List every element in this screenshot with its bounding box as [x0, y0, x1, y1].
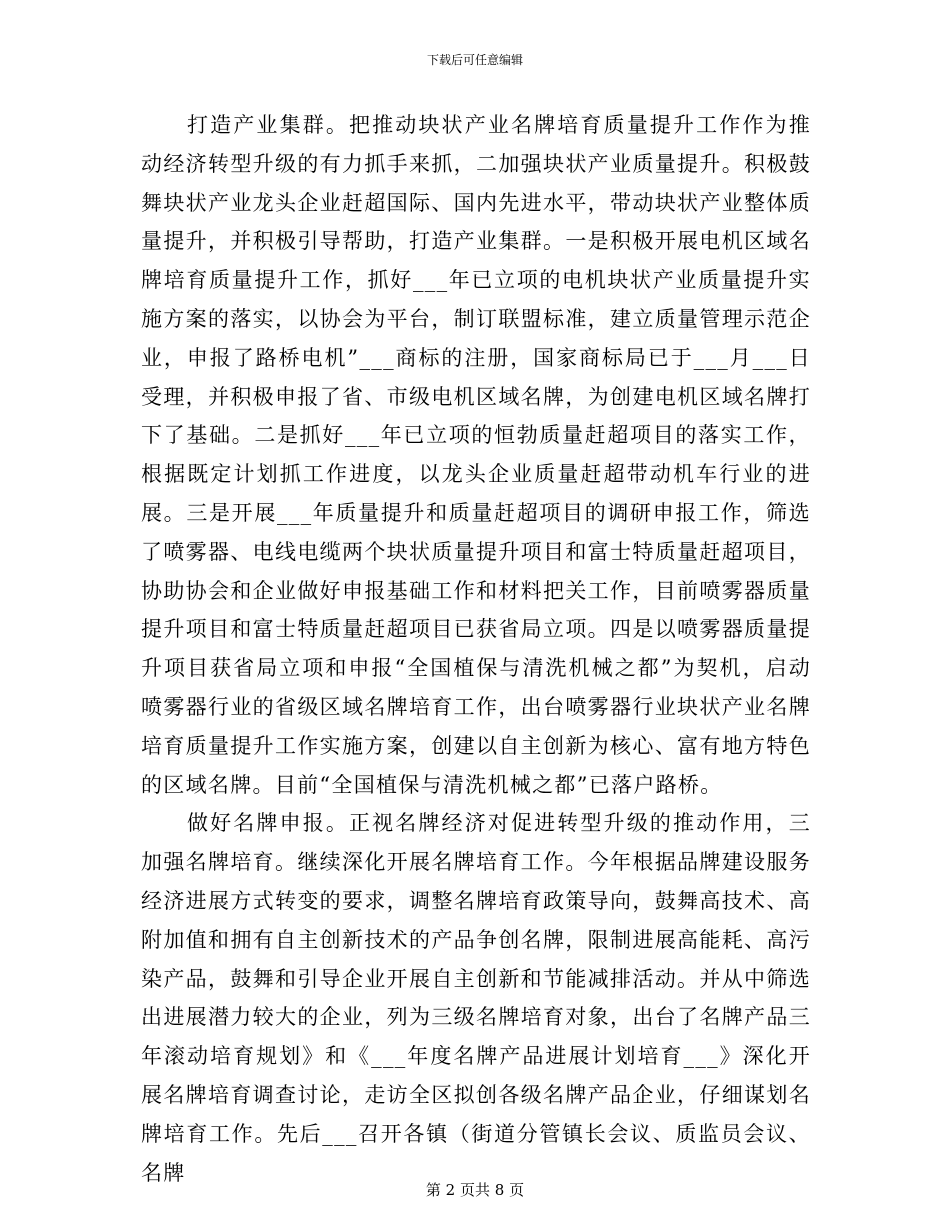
page-number: 第 2 页共 8 页: [425, 1181, 525, 1199]
page-header: 下载后可任意编辑: [426, 53, 523, 67]
paragraph-brand-cultivation: 做好名牌申报。正视名牌经济对促进转型升级的推动作用，三加强名牌培育。继续深化开展名牌培育工作。今年根据品牌建设服务经济进展方式转变的要求，调整名牌培育政策导向，鼓舞高技术、高附加值和拥有自主创新技术的产品争创名牌，限制进展高能耗、高污染产品，鼓舞和引导企业开展自主创新和节能减排活动。并从中筛选出进展潜力较大的企业，列为三级名牌培育对象，出台了名牌产品三年滚动培育规划》和《___年度名牌产品进展计划培育___》深化开展名牌培育调查讨论，走访全区拟创各级名牌产品企业，仔细谋划名牌培育工作。先后___召开各镇（街道分管镇长会议、质监员会议、名牌: [141, 811, 811, 1185]
document-body: [141, 106, 811, 1192]
paragraph-industry-cluster: 打造产业集群。把推动块状产业名牌培育质量提升工作作为推动经济转型升级的有力抓手来抓，二加强块状产业质量提升。积极鼓舞块状产业龙头企业赶超国际、国内先进水平，带动块状产业整体质量提升，并积极引导帮助，打造产业集群。一是积极开展电机区域名牌培育质量提升工作，抓好___年已立项的电机块状产业质量提升实施方案的落实，以协会为平台，制订联盟标准，建立质量管理示范企业，申报了路桥电机”___商标的注册，国家商标局已于___月___日受理，并积极申报了省、市级电机区域名牌，为创建电机区域名牌打下了基础。二是抓好___年已立项的恒勃质量赶超项目的落实工作，根据既定计划抓工作进度，以龙头企业质量赶超带动机车行业的进展。三是开展___年质量提升和质量赶超项目的调研申报工作，筛选了喷雾器、电线电缆两个块状质量提升项目和富士特质量赶超项目，协助协会和企业做好申报基础工作和材料把关工作，目前喷雾器质量提升项目和富士特质量赶超项目已获省局立项。四是以喷雾器质量提升项目获省局立项和申报“全国植保与清洗机械之都”为契机，启动喷雾器行业的省级区域名牌培育工作，出台喷雾器行业块状产业名牌培育质量提升工作实施方案，创建以自主创新为核心、富有地方特色的区域名牌。目前“全国植保与清洗机械之都”已落户路桥。: [141, 113, 811, 797]
